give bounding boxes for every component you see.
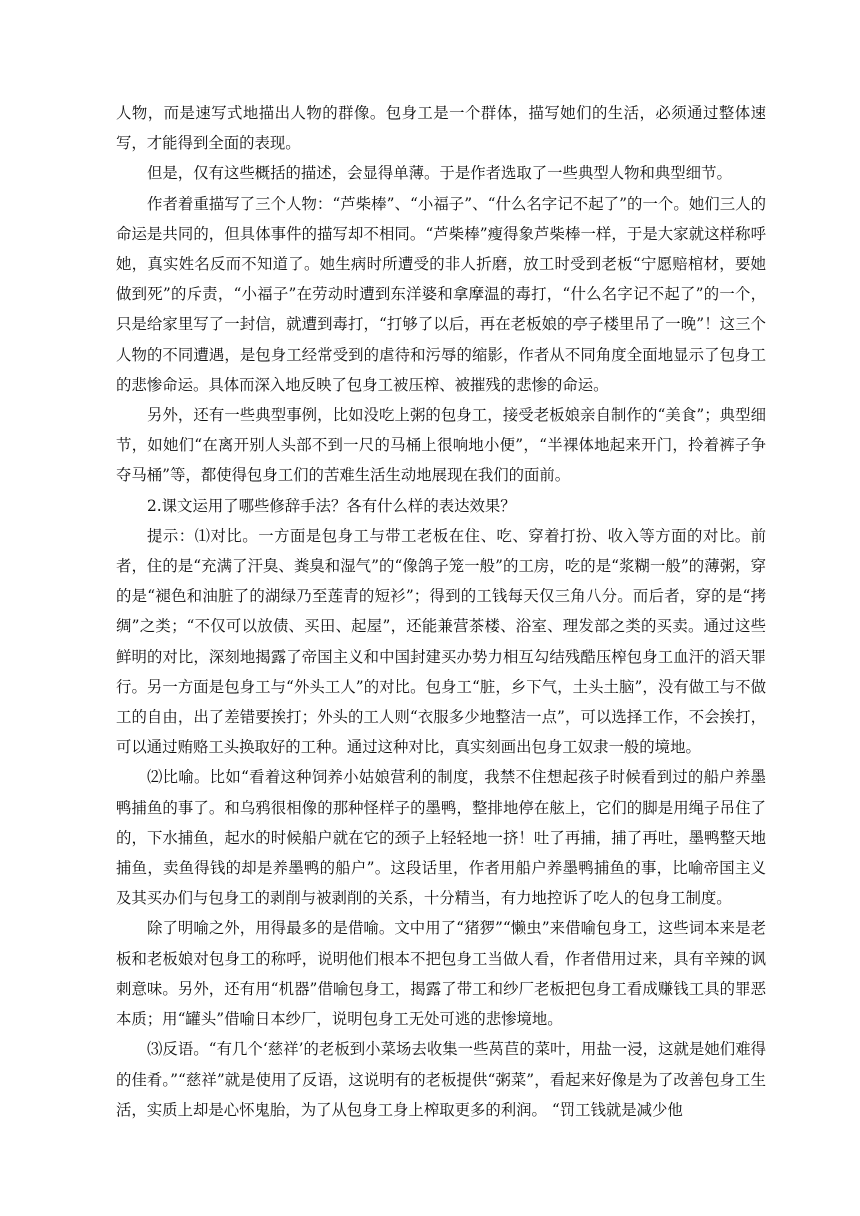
paragraph-4: 另外，还有一些典型事例，比如没吃上粥的包身工，接受老板娘亲自制作的“美食”；典型细节，如她们“在离开别人头部不到一尺的马桶上很响地小便”，“半裸体地起来开门，拎着裤子争夺马桶”等，都使得包身工们的苦难生活生动地展现在我们的面前。 <box>116 406 766 485</box>
document-body <box>116 98 766 1125</box>
paragraph-2: 但是，仅有这些概括的描述，会显得单薄。于是作者选取了一些典型人物和典型细节。 <box>147 164 732 183</box>
paragraph-irony: ⑶反语。“有几个‘慈祥’的老板到小菜场去收集一些莴苣的菜叶，用盐一浸，这就是她们难得的佳肴。”“慈祥”就是使用了反语，这说明有的老板提供“粥菜”，看起来好像是为了改善包身工生活，实质上却是心怀鬼胎，为了从包身工身上榨取更多的利润。 “罚工钱就是减少他 <box>116 1040 766 1119</box>
paragraph-contrast: 提示：⑴对比。一方面是包身工与带工老板在住、吃、穿着打扮、收入等方面的对比。前者，住的是“充满了汗臭、粪臭和湿气”的“像鸽子笼一般”的工房，吃的是“浆糊一般”的薄粥，穿的是“褪色和油脏了的湖绿乃至莲青的短衫”；得到的工钱每天仅三角八分。而后者，穿的是“拷绸”之类；“不仅可以放债、买田、起屋”，还能兼营茶楼、浴室、理发部之类的买卖。通过这些鲜明的对比，深刻地揭露了帝国主义和中国封建买办势力相互勾结残酷压榨包身工血汗的滔天罪行。另一方面是包身工与“外头工人”的对比。包身工“脏，乡下气，土头土脑”，没有做工与不做工的自由，出了差错要挨打；外头的工人则“衣服多少地整洁一点”，可以选择工作，不会挨打，可以通过贿赂工头换取好的工种。通过这种对比，真实刻画出包身工奴隶一般的境地。 <box>116 526 766 757</box>
paragraph-3: 作者着重描写了三个人物：“芦柴棒”、“小福子”、“什么名字记不起了”的一个。她们三人的命运是共同的，但具体事件的描写却不相同。“芦柴棒”瘦得象芦柴棒一样，于是大家就这样称呼她，真实姓名反而不知道了。她生病时所遭受的非人折磨，放工时受到老板“宁愿赔棺材，要她做到死”的斥责，“小福子”在劳动时遭到东洋婆和拿摩温的毒打，“什么名字记不起了”的一个，只是给家里写了一封信，就遭到毒打，“打够了以后，再在老板娘的亭子楼里吊了一晚”！这三个人物的不同遭遇，是包身工经常受到的虐待和污辱的缩影，作者从不同角度全面地显示了包身工的悲惨命运。具体而深入地反映了包身工被压榨、被摧残的悲惨的命运。 <box>116 194 766 394</box>
paragraph-metaphor: ⑵比喻。比如“看着这种饲养小姑娘营利的制度，我禁不住想起孩子时候看到过的船户养墨鸭捕鱼的事了。和乌鸦很相像的那种怪样子的墨鸭，整排地停在舷上，它们的脚是用绳子吊住了的，下水捕鱼，起水的时候船户就在它的颈子上轻轻地一挤！吐了再捕，捕了再吐，墨鸭整天地捕鱼，卖鱼得钱的却是养墨鸭的船户”。这段话里，作者用船户养墨鸭捕鱼的事，比喻帝国主义及其买办们与包身工的剥削与被剥削的关系，十分精当，有力地控诉了吃人的包身工制度。 <box>116 768 766 908</box>
paragraph-1: 人物，而是速写式地描出人物的群像。包身工是一个群体，描写她们的生活，必须通过整体速写，才能得到全面的表现。 <box>116 104 766 153</box>
question-heading: 2.课文运用了哪些修辞手法？各有什么样的表达效果？ <box>147 496 516 515</box>
paragraph-implicit-metaphor: 除了明喻之外，用得最多的是借喻。文中用了“猪猡”“懒虫”来借喻包身工，这些词本来是老板和老板娘对包身工的称呼，说明他们根本不把包身工当做人看，作者借用过来，具有辛辣的讽刺意味。另外，还有用“机器”借喻包身工，揭露了带工和纱厂老板把包身工看成赚钱工具的罪恶本质；用“罐头”借喻日本纱厂，说明包身工无处可逃的悲惨境地。 <box>116 919 766 1029</box>
